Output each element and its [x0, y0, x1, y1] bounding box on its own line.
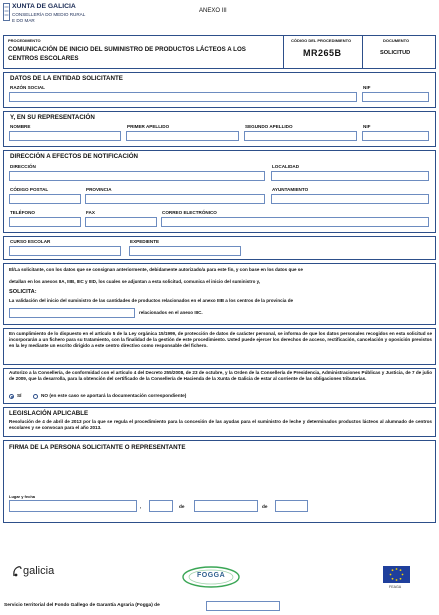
si-radio-dot — [11, 396, 13, 398]
direccion-field[interactable] — [9, 171, 265, 181]
provincia-field[interactable] — [85, 194, 265, 204]
curso-escolar-field[interactable] — [9, 246, 121, 256]
curso-escolar-label: CURSO ESCOLAR — [10, 239, 51, 244]
representacion-title: Y, EN SU REPRESENTACIÓN — [10, 114, 95, 121]
entidad-title: DATOS DE LA ENTIDAD SOLICITANTE — [10, 75, 123, 82]
expediente-field[interactable] — [129, 246, 241, 256]
segundo-apellido-field[interactable] — [244, 131, 357, 141]
proc-label: PROCEDIMENTO — [8, 38, 41, 43]
galicia-wordmark: galicia — [23, 565, 55, 577]
declaracion-line-2: detallan en los anexos IIA, IIIB, IIIC y IIID, los cuales se adjuntan a esta solicitud, comunica el inicio del suministro y, — [9, 279, 261, 284]
servicio-label: Servicio territorial del Fondo Gallego de Garantía Agraria (Fogga) de — [4, 603, 160, 608]
logo-text-1: XUNTA DE GALICIA — [12, 3, 76, 10]
primer-apellido-field[interactable] — [126, 131, 239, 141]
feaga-label: FEAGA — [389, 585, 402, 589]
nombre-field[interactable] — [9, 131, 121, 141]
localidad-label: LOCALIDAD — [272, 164, 300, 169]
no-label: NO (en este caso se aportará la documentación correspondiente) — [41, 393, 187, 398]
eu-flag — [383, 566, 410, 583]
declaracion-line-1: El/La solicitante, con los datos que se consignan anteriormente, debidamente autorizado/a para este fin, y con base en los datos que se — [9, 267, 303, 272]
proc-title-1: COMUNICACIÓN DE INICIO DEL SUMINISTRO DE PRODUCTOS LÁCTEOS A LOS — [8, 46, 246, 53]
solicita-label: SOLICITA: — [9, 289, 37, 295]
legislacion-title: LEGISLACIÓN APLICABLE — [9, 410, 89, 417]
title-divider-2 — [362, 35, 363, 69]
declaracion-line-3: La validación del inicio del suministro de las cantidades de productos relacionados en el anexo IIIB a los centros de la provincia de — [9, 298, 294, 303]
ayuntamiento-field[interactable] — [271, 194, 429, 204]
servicio-field[interactable] — [206, 601, 280, 611]
telefono-field[interactable] — [9, 217, 81, 227]
entidad-nif-label: NIF — [363, 85, 371, 90]
fogga-wordmark: FOGGA — [197, 572, 226, 579]
provincia-label: PROVINCIA — [86, 187, 112, 192]
rep-nif-field[interactable] — [362, 131, 429, 141]
direccion-label: DIRECCIÓN — [10, 164, 36, 169]
ayuntamiento-label: AYUNTAMIENTO — [272, 187, 309, 192]
codigo-postal-label: CÓDIGO POSTAL — [10, 187, 49, 192]
xunta-shield-icon — [3, 3, 10, 23]
fax-field[interactable] — [85, 217, 157, 227]
telefono-label: TELÉFONO — [10, 210, 36, 215]
no-radio[interactable] — [33, 394, 38, 399]
mes-field[interactable] — [194, 500, 258, 512]
lugar-field[interactable] — [9, 500, 137, 512]
expediente-label: EXPEDIENTE — [130, 239, 160, 244]
provincia-solicita-field[interactable] — [9, 308, 135, 318]
correo-label: CORREO ELECTRÓNICO — [162, 210, 217, 215]
lugar-label: Lugar y fecha — [9, 494, 36, 499]
codigo-postal-field[interactable] — [9, 194, 81, 204]
segundo-apellido-label: SEGUNDO APELLIDO — [245, 124, 293, 129]
entidad-nif-field[interactable] — [362, 92, 429, 102]
fogga-logo — [180, 564, 242, 590]
fax-label: FAX — [86, 210, 95, 215]
declaracion-line-4: relacionados en el anexo IIIC. — [139, 310, 203, 315]
title-divider-1 — [283, 35, 284, 69]
rep-nif-label: NIF — [363, 124, 371, 129]
logo-text-2: CONSELLERÍA DO MEDIO RURAL — [12, 12, 86, 17]
primer-apellido-label: PRIMER APELLIDO — [127, 124, 170, 129]
firma-comma: , — [140, 504, 142, 509]
galicia-logo — [12, 563, 62, 583]
localidad-field[interactable] — [271, 171, 429, 181]
anio-field[interactable] — [275, 500, 308, 512]
razon-social-field[interactable] — [9, 92, 357, 102]
autorizo-text: Autorizo a la Consellería, de conformidad con el artículo 4 del Decreto 255/2008, de 23 de octubre, y la Orden de la Consellería de Presidencia, Administraciones Públicas y Justicia, de 7 de julio de 2009, que la desarrolla, para la obtención del certificado de la Consellería de Hacienda de la Xunta de Galicia de estar al corriente de las obligaciones tributarias. — [9, 370, 432, 382]
legislacion-text: Resolución de 4 de abril de 2013 por la que se regula el procedimiento para la concesión de las ayudas para el suministro de leche y determinados productos lácteos al alumnado de centros escolares y se convocan para el año 2013. — [9, 419, 432, 431]
si-label: SÍ — [17, 393, 22, 398]
proc-title-2: CENTROS ESCOLARES — [8, 55, 79, 62]
annex-label: ANEXO III — [199, 8, 227, 14]
eu-stars-icon — [383, 566, 410, 583]
lopd-text: En cumplimiento de lo dispuesto en el artículo 5 de la Ley orgánica 15/1999, de protección de datos de carácter personal, se informa de que los datos personales recogidos en esta solicitud se incorporarán a un fichero para su tratamiento, con la finalidad de la gestión de este procedimiento. Usted puede ejercer los derechos de acceso, rectificación, cancelación y oposición previstos en la ley mediante un escrito dirigido a este centro directivo como responsable del fichero. — [9, 331, 432, 349]
direccion-title: DIRECCIÓN A EFECTOS DE NOTIFICACIÓN — [10, 153, 138, 160]
doc-label: DOCUMENTO — [383, 38, 410, 43]
galicia-mark-icon — [12, 566, 22, 578]
nombre-label: NOMBRE — [10, 124, 31, 129]
code-label: CÓDIGO DEL PROCEDIMIENTO — [291, 38, 352, 43]
xunta-logo — [3, 3, 10, 23]
firma-de-1: de — [179, 504, 185, 509]
razon-social-label: RAZÓN SOCIAL — [10, 85, 45, 90]
doc-value: SOLICITUD — [380, 50, 411, 56]
dia-field[interactable] — [149, 500, 173, 512]
correo-field[interactable] — [161, 217, 429, 227]
firma-title: FIRMA DE LA PERSONA SOLICITANTE O REPRESENTANTE — [9, 444, 186, 451]
firma-de-2: de — [262, 504, 268, 509]
logo-text-3: E DO MAR — [12, 18, 35, 23]
code-value: MR265B — [303, 48, 342, 58]
